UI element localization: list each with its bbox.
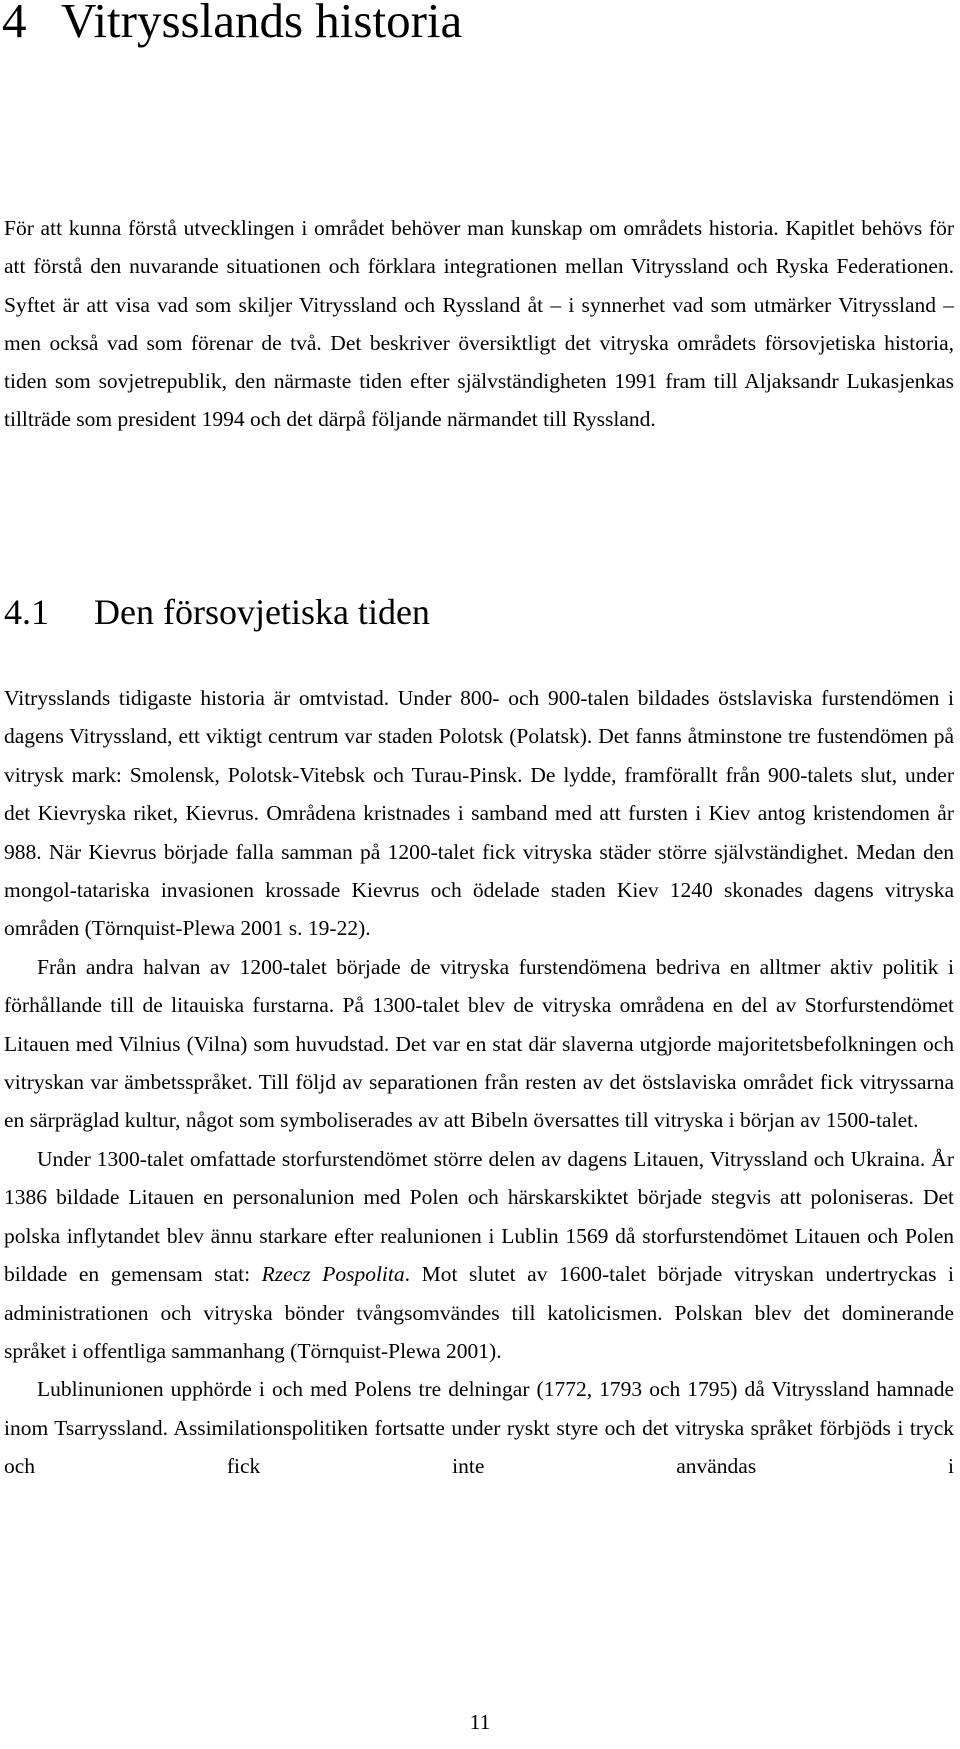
section-number: 4.1 [4, 592, 49, 632]
intro-paragraph: För att kunna förstå utvecklingen i området behöver man kunskap om områdets historia. Kapitlet behövs för att förstå den nuvarande situationen och förklara integrationen mellan Vitryssland och Ryska Federationen. Syftet är att visa vad som skiljer Vitryssland och Ryssland åt – i synnerhet vad som utmärker Vitryssland – men också vad som förenar de två. Det beskriver översiktligt det vitryska områdets försovjetiska historia, tiden som sovjetrepublik, den närmaste tiden efter självständigheten 1991 fram till Aljaksandr Lukasjenkas tillträde som president 1994 och det därpå följande närmandet till Ryssland. [4, 216, 954, 432]
section-body [4, 679, 954, 1486]
body-paragraph-3 [4, 1140, 954, 1370]
paragraph-3-text-end: . Mot slutet av 1600-talet började vitryskan undertryckas i administrationen och vitryska bönder tvångsomvändes till katolicismen. Polskan blev det dominerande språket i offentliga sammanhang (Törnquist-Plewa 2001). [4, 1262, 954, 1363]
body-paragraph-2: Från andra halvan av 1200-talet började de vitryska furstendömena bedriva en alltmer aktiv politik i förhållande till de litauiska furstarna. På 1300-talet blev de vitryska områdena en del av Storfurstendömet Litauen med Vilnius (Vilna) som huvudstad. Det var en stat där slaverna utgjorde majoritetsbefolkningen och vitryskan var ämbetsspråket. Till följd av separationen från resten av det östslaviska området fick vitryssarna en särpräglad kultur, något som symboliserades av att Bibeln översattes till vitryska i början av 1500-talet. [4, 954, 954, 1133]
chapter-title [2, 0, 462, 56]
section-heading [4, 587, 430, 637]
chapter-number: 4 [2, 0, 27, 48]
body-paragraph-1: Vitrysslands tidigaste historia är omtvistad. Under 800- och 900-talen bildades östslaviska furstendömen i dagens Vitryssland, ett viktigt centrum var staden Polotsk (Polatsk). Det fanns åtminstone tre fustendömen på vitrysk mark: Smolensk, Polotsk-Vitebsk och Turau-Pinsk. De lydde, framförallt från 900-talets slut, under det Kievryska riket, Kievrus. Områdena kristnades i samband med att fursten i Kiev antog kristendomen år 988. När Kievrus började falla samman på 1200-talet fick vitryska städer större självständighet. Medan den mongol-tatariska invasionen krossade Kievrus och ödelade staden Kiev 1240 skonades dagens vitryska områden (Törnquist-Plewa 2001 s. 19-22). [4, 686, 954, 941]
rzecz-pospolita-italic: Rzecz Pospolita [261, 1262, 405, 1287]
section-title-text: Den försovjetiska tiden [94, 592, 430, 632]
page-number: 11 [469, 1710, 491, 1734]
body-paragraph-4: Lublinunionen upphörde i och med Polens tre delningar (1772, 1793 och 1795) då Vitryssland hamnade inom Tsarryssland. Assimilationspolitiken fortsatte under ryskt styre och det vitryska språket förbjöds i tryck och fick inte användas i [4, 1377, 954, 1479]
chapter-title-text: Vitrysslands historia [61, 0, 463, 48]
paragraph-3-text-start: Under 1300-talet omfattade storfurstendömet större delen av dagens Litauen, Vitryssland och Ukraina. År 1386 bildade Litauen en personalunion med Polen och härskarskiktet började stegvis att poloniseras. Det polska inflytandet blev ännu starkare efter realunionen i Lublin 1569 då storfurstendömet Litauen och Polen bildade en gemensam stat: [4, 1146, 954, 1287]
